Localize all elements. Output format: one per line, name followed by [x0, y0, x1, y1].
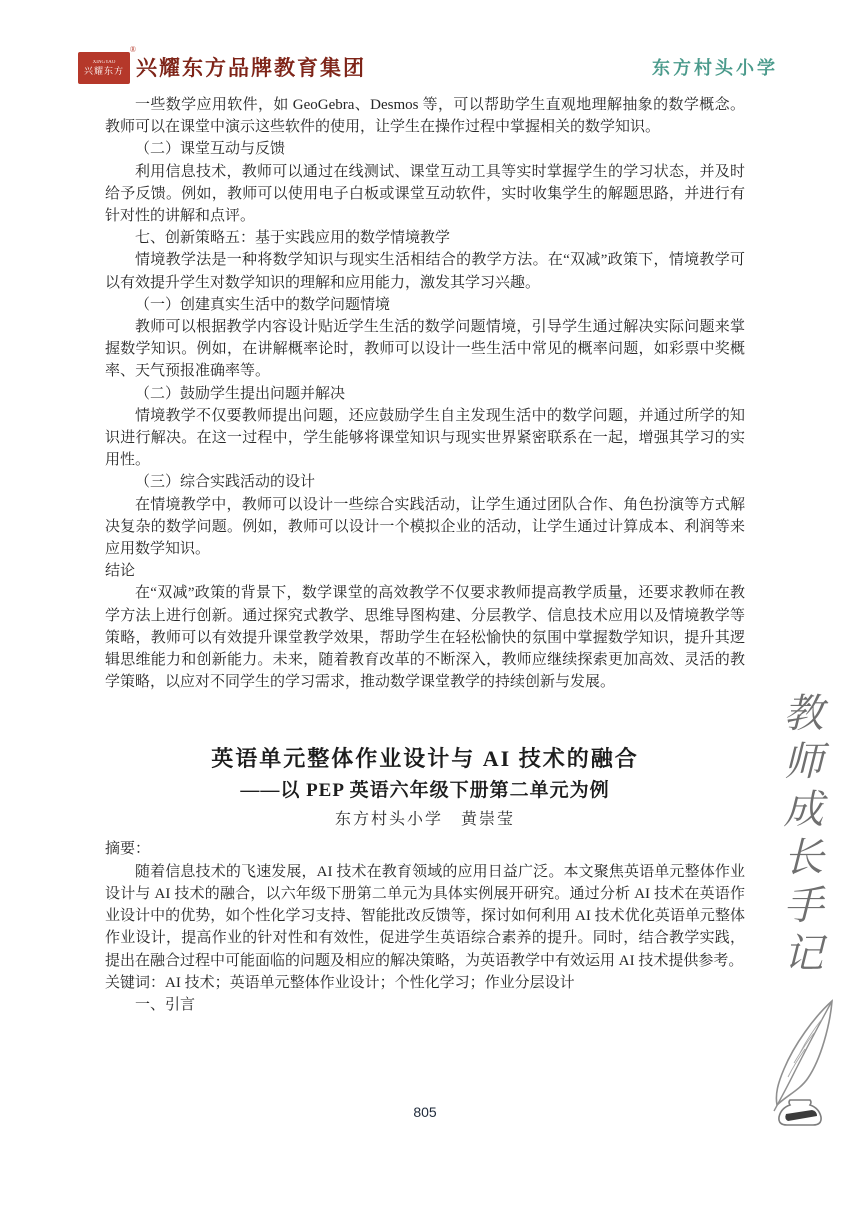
article-subtitle: ——以 PEP 英语六年级下册第二单元为例 [240, 780, 610, 802]
brand-title: 兴耀东方品牌教育集团 [136, 56, 366, 80]
paragraph: 教师可以根据教学内容设计贴近学生生活的数学问题情境，引导学生通过解决实际问题来掌握数学知识。例如，在讲解概率论时，教师可以设计一些生活中常见的概率问题，如彩票中奖概率、天气预报准确率等。 [105, 319, 745, 380]
abstract-label: 摘要： [105, 841, 151, 858]
seal-text: 兴耀东方 [83, 66, 124, 76]
paragraph: 在“双减”政策的背景下，数学课堂的高效教学不仅要求教师提高教学质量，还要求教师在教学方法上进行创新。通过探究式教学、思维导图构建、分层教学、信息技术应用以及情境教学等策略，教师可以有效提升课堂教学效果，帮助学生在轻松愉快的氛围中掌握数学知识，提升其逻辑思维能力和创新能力。未来，随着教育改革的不断深入，教师应继续探索更加高效、灵活的教学策略，以应对不同学生的学习需求，推动数学课堂教学的持续创新与发展。 [105, 585, 745, 691]
article1-text [105, 94, 745, 693]
side-decoration [756, 692, 844, 1134]
paragraph: 结论 [105, 563, 136, 580]
paragraph: 情境教学法是一种将数学知识与现实生活相结合的教学方法。在“双减”政策下，情境教学可以有效提升学生对数学知识的理解和应用能力，激发其学习兴趣。 [105, 252, 745, 291]
paragraph: 一些数学应用软件，如 GeoGebra、Desmos 等，可以帮助学生直观地理解抽象的数学概念。教师可以在课堂中演示这些软件的使用，让学生在操作过程中掌握相关的数学知识。 [105, 97, 745, 136]
paragraph: 情境教学不仅要教师提出问题，还应鼓励学生自主发现生活中的数学问题，并通过所学的知识进行解决。在这一过程中，学生能够将课堂知识与现实世界紧密联系在一起，增强其学习的实用性。 [105, 407, 745, 469]
paragraph: 利用信息技术，教师可以通过在线测试、课堂互动工具等实时掌握学生的学习状态，并及时给予反馈。例如，教师可以使用电子白板或课堂互动软件，实时收集学生的解题思路，并进行有针对性的讲解和点评。 [105, 163, 745, 225]
page-header [78, 45, 778, 84]
paragraph: （二）课堂互动与反馈 [135, 141, 286, 158]
registered-mark: ® [129, 45, 137, 54]
seal-latin-text: XINGYAO [92, 60, 116, 65]
paragraph: 在情境教学中，教师可以设计一些综合实践活动，让学生通过团队合作、角色扮演等方式解决复杂的数学问题。例如，教师可以设计一个模拟企业的活动，让学生通过计算成本、利润等来应用数学知识。 [105, 496, 745, 558]
brand-seal-logo-icon [78, 45, 137, 84]
document-body [105, 94, 745, 1016]
paragraph: （三）综合实践活动的设计 [135, 474, 316, 491]
vertical-motto: 教师成长手记 [777, 692, 823, 980]
school-name: 东方村头小学 [652, 58, 778, 78]
paragraph: （二）鼓励学生提出问题并解决 [135, 385, 346, 402]
abstract-paragraph: 随着信息技术的飞速发展，AI 技术在教育领域的应用日益广泛。本文聚焦英语单元整体作业设计与 AI 技术的融合，以六年级下册第二单元为具体实例展开研究。通过分析 AI 技术在英语作业设计中的优势，如个性化学习支持、智能批改反馈等，探讨如何利用 AI 技术优化英语单元整体作业设计，提高作业的针对性和有效性，促进学生英语综合素养的提升。同时，结合教学实践，提出在融合过程中可能面临的问题及相应的解决策略，为英语教学中有效运用 AI 技术提供参考。 [105, 863, 745, 969]
keywords-line: 关键词：AI 技术；英语单元整体作业设计；个性化学习；作业分层设计 [105, 974, 575, 991]
page-number: 805 [413, 1104, 437, 1120]
paragraph: （一）创建真实生活中的数学问题情境 [135, 296, 391, 313]
article2-title-block [105, 743, 745, 834]
article-byline: 东方村头小学 黄崇莹 [334, 811, 515, 829]
section-heading-introduction: 一、引言 [135, 996, 196, 1013]
paragraph: 七、创新策略五：基于实践应用的数学情境教学 [135, 230, 451, 247]
article-title: 英语单元整体作业设计与 AI 技术的融合 [211, 746, 639, 772]
brand-block [78, 45, 366, 84]
